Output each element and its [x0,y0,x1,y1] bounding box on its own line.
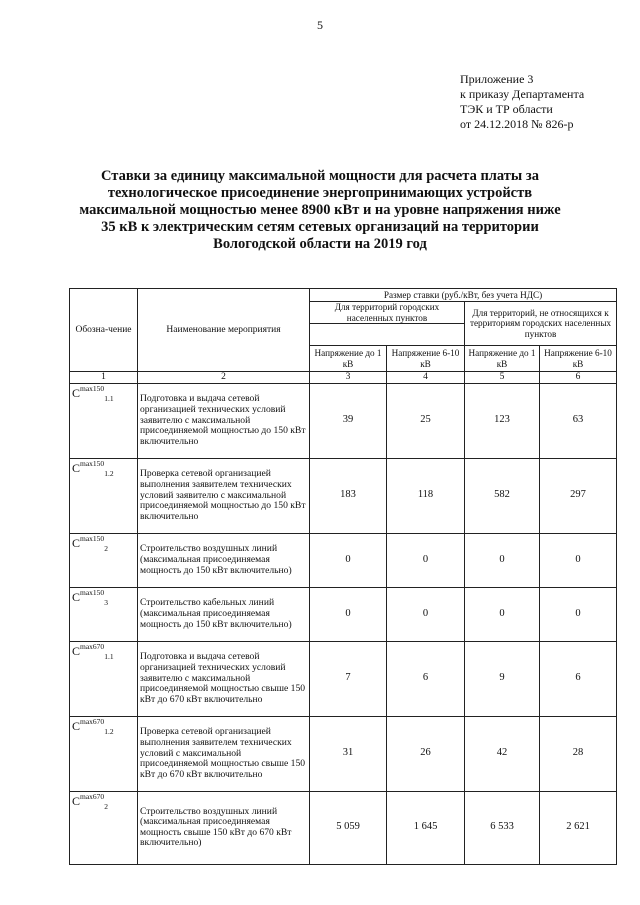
rate-value: 0 [465,533,540,587]
header-non-urban: Для территорий, не относящихся к территориям городских населенных пунктов [465,302,617,346]
column-number: 6 [540,372,617,384]
event-name: Проверка сетевой организацией выполнения заявителем технических условий заявителю с максимальной присоединяемой мощностью до 150 кВт включительно [138,458,310,533]
column-number-row [70,372,617,384]
header-voltage: Напряжение 6-10 кВ [387,346,465,372]
rate-value: 1 645 [387,791,465,864]
appendix-line: к приказу Департамента [460,87,585,101]
rate-value: 183 [310,458,387,533]
title-line: Вологодской области на 2019 год [213,236,427,252]
rate-code: $C^{max150}_{1.1}$ [70,383,138,458]
title-line: 35 кВ к электрическим сетям сетевых организаций на территории [101,219,539,235]
rate-value: 0 [387,587,465,641]
event-name: Проверка сетевой организацией выполнения заявителем технических условий с максимальной присоединяемой мощностью свыше 150 кВт до 670 кВт включительно [138,716,310,791]
event-name: Строительство воздушных линий (максимальная присоединяемая мощность свыше 150 кВт до 670 кВт включительно) [138,791,310,864]
title-line: максимальной мощностью менее 8900 кВт и на уровне напряжения ниже [79,202,561,218]
title-line: Ставки за единицу максимальной мощности для расчета платы за [101,168,539,184]
page-number: 5 [317,18,323,32]
rate-value: 7 [310,641,387,716]
rate-value: 5 059 [310,791,387,864]
rate-value: 25 [387,383,465,458]
event-name: Строительство воздушных линий (максимальная присоединяемая мощность до 150 кВт включительно) [138,533,310,587]
rate-value: 0 [465,587,540,641]
header-event-name: Наименование мероприятия [138,289,310,372]
appendix-block [460,72,584,132]
header-voltage: Напряжение 6-10 кВ [540,346,617,372]
rate-code: $C^{max670}_{1.2}$ [70,716,138,791]
rates-table [69,288,617,865]
rate-value: 6 [387,641,465,716]
rate-code: $C^{max670}_2$ [70,791,138,864]
header-voltage: Напряжение до 1 кВ [465,346,540,372]
table-row [70,383,617,458]
document-title [60,168,580,253]
rate-value: 0 [310,533,387,587]
rate-value: 39 [310,383,387,458]
rate-value: 0 [310,587,387,641]
rate-value: 42 [465,716,540,791]
appendix-line: Приложение 3 [460,72,534,86]
rate-value: 63 [540,383,617,458]
table-row [70,641,617,716]
title-line: технологическое присоединение энергопринимающих устройств [107,185,533,201]
table-row [70,791,617,864]
header-spacer [310,324,465,346]
appendix-line: ТЭК и ТР области [460,102,553,116]
rate-value: 6 533 [465,791,540,864]
appendix-line: от 24.12.2018 № 826-р [460,117,574,131]
rate-value: 2 621 [540,791,617,864]
rate-code: $C^{max150}_3$ [70,587,138,641]
rate-value: 0 [540,533,617,587]
rate-code: $C^{max670}_{1.1}$ [70,641,138,716]
rate-code: $C^{max150}_2$ [70,533,138,587]
table-row [70,533,617,587]
rate-value: 0 [387,533,465,587]
rate-value: 297 [540,458,617,533]
header-urban: Для территорий городских населенных пунктов [310,302,465,324]
rate-value: 26 [387,716,465,791]
event-name: Строительство кабельных линий (максимальная присоединяемая мощность до 150 кВт включительно) [138,587,310,641]
header-voltage: Напряжение до 1 кВ [310,346,387,372]
rate-value: 31 [310,716,387,791]
rate-value: 123 [465,383,540,458]
event-name: Подготовка и выдача сетевой организацией технических условий заявителю с максимальной присоединяемой мощностью свыше 150 кВт до 670 кВт включительно [138,641,310,716]
rate-code: $C^{max150}_{1.2}$ [70,458,138,533]
column-number: 4 [387,372,465,384]
rate-value: 9 [465,641,540,716]
table-row [70,716,617,791]
column-number: 1 [70,372,138,384]
rate-value: 28 [540,716,617,791]
table-row [70,458,617,533]
rate-value: 0 [540,587,617,641]
rate-value: 6 [540,641,617,716]
table-row [70,587,617,641]
header-designation: Обозна-чение [70,289,138,372]
rate-value: 118 [387,458,465,533]
column-number: 2 [138,372,310,384]
header-rate-size: Размер ставки (руб./кВт, без учета НДС) [310,289,617,302]
event-name: Подготовка и выдача сетевой организацией технических условий заявителю с максимальной присоединяемой мощностью до 150 кВт включительно [138,383,310,458]
column-number: 3 [310,372,387,384]
column-number: 5 [465,372,540,384]
rate-value: 582 [465,458,540,533]
